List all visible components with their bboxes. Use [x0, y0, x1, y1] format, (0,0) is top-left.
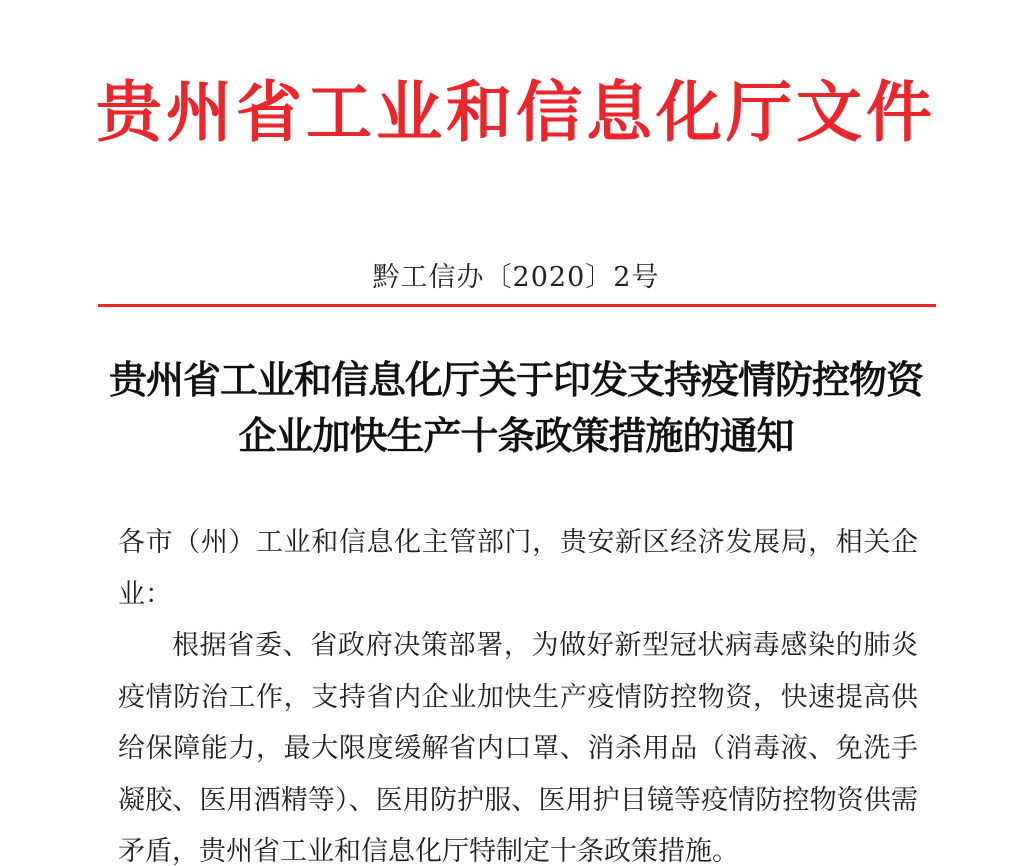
- document-number: 黔工信办〔2020〕2号: [372, 262, 660, 293]
- document-body: [118, 517, 918, 866]
- salutation: 各市（州）工业和信息化主管部门，贵安新区经济发展局，相关企业：: [118, 527, 918, 610]
- document-masthead: 贵州省工业和信息化厅文件: [96, 73, 936, 151]
- red-divider-line: [98, 304, 936, 307]
- body-paragraph-1: 根据省委、省政府决策部署，为做好新型冠状病毒感染的肺炎疫情防治工作，支持省内企业加快生产疫情防控物资，快速提高供给保障能力，最大限度缓解省内口罩、消杀用品（消毒液、免洗手凝胶、医用酒精等）、医用防护服、医用护目镜等疫情防控物资供需矛盾，贵州省工业和信息化厅特制定十条政策措施。: [118, 630, 918, 866]
- document-title: [0, 352, 1032, 464]
- document-title-line-1: 贵州省工业和信息化厅关于印发支持疫情防控物资: [108, 358, 923, 402]
- document-title-line-2: 企业加快生产十条政策措施的通知: [238, 414, 794, 458]
